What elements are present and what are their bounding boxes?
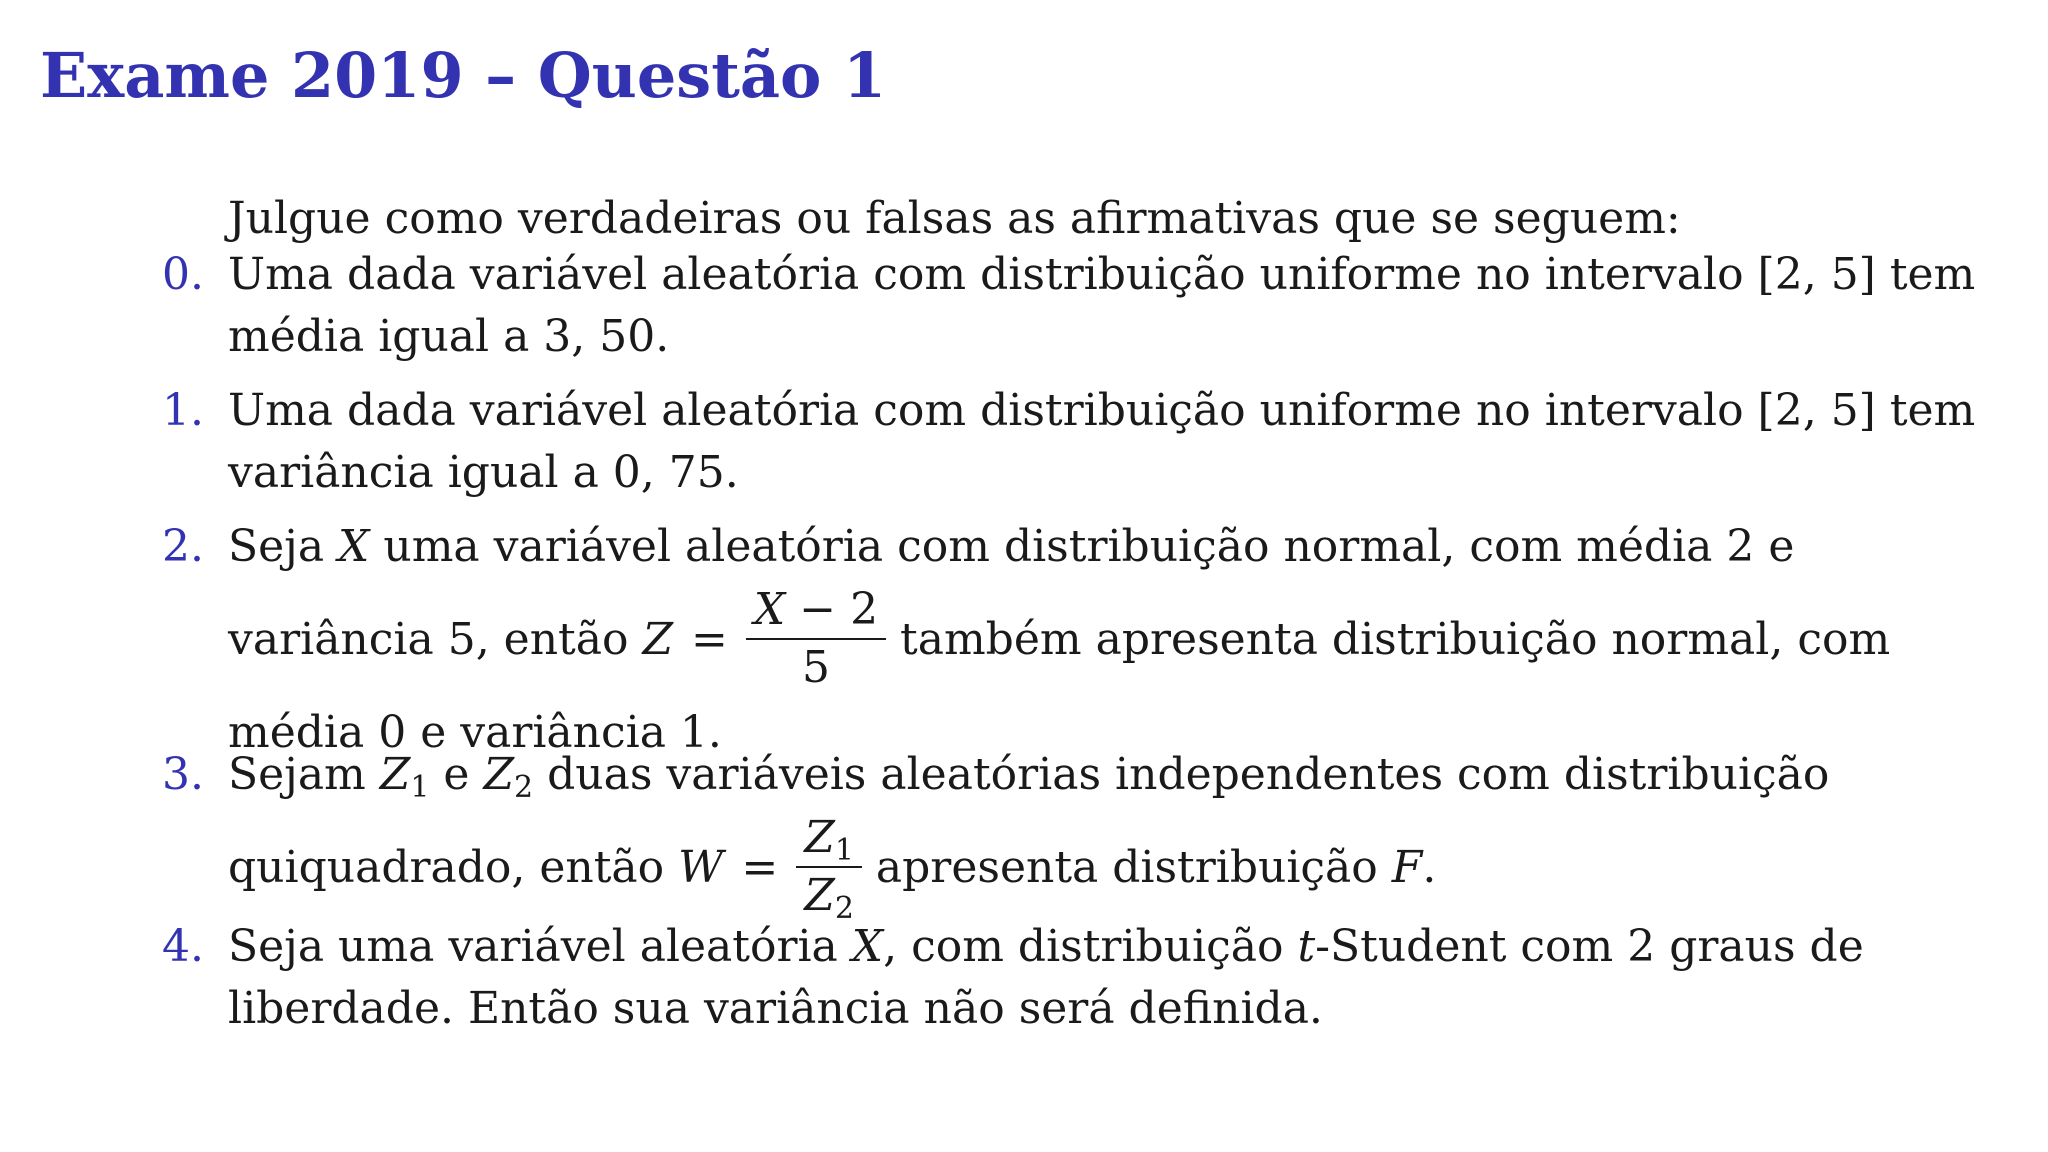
fraction-denominator (746, 640, 886, 696)
item-number: 0. (162, 249, 204, 300)
math-constant: 2 (850, 583, 879, 635)
statement-text (228, 916, 1908, 1040)
question-intro: Julgue como verdadeiras ou falsas as afirmativas que se seguem: (228, 193, 1681, 244)
math-variable: Z (804, 811, 835, 863)
math-constant: 5 (801, 641, 830, 693)
statement-text (228, 744, 1908, 930)
statement-line-with-fraction (228, 806, 1908, 930)
statement-line: Uma dada variável aleatória com distribuição uniforme no intervalo [2, 5] tem (228, 385, 1976, 436)
text-run: uma variável aleatória com distribuição normal, com média 2 e (369, 521, 1795, 572)
statement-line (228, 744, 1908, 806)
math-variable: Z (642, 614, 674, 665)
statement-line: média igual a 3, 50. (228, 311, 670, 362)
statement-text (228, 244, 1976, 368)
statement-line: variância igual a 0, 75. (228, 447, 739, 498)
statement-line: liberdade. Então sua variância não será definida. (228, 983, 1323, 1034)
subscript: 1 (834, 832, 854, 868)
text-run: Seja (228, 521, 339, 572)
math-variable: t (1297, 921, 1316, 972)
statement-line (228, 916, 1908, 978)
math-variable: Z (804, 869, 835, 921)
statement-text (228, 380, 1976, 504)
subscript: 2 (514, 770, 534, 805)
statement-line: Uma dada variável aleatória com distribuição uniforme no intervalo [2, 5] tem (228, 249, 1976, 300)
math-variable: Z (483, 749, 515, 800)
text-run: , com distribuição (883, 921, 1298, 972)
math-variable: X (753, 583, 786, 635)
statement-line (228, 516, 1908, 578)
fraction (796, 810, 862, 924)
statement-line: média 0 e variância 1. (228, 707, 722, 758)
text-run: variância 5, então (228, 614, 643, 665)
math-variable: Z (379, 749, 411, 800)
item-number: 2. (162, 521, 204, 572)
item-number: 4. (162, 921, 204, 972)
text-run: -Student com 2 graus de (1315, 921, 1864, 972)
minus-sign: − (785, 583, 851, 635)
subscript: 2 (834, 890, 854, 926)
text-run: e (429, 749, 484, 800)
statement-line-with-fraction (228, 578, 1908, 702)
text-run: apresenta distribuição (861, 842, 1392, 893)
item-number: 3. (162, 749, 204, 800)
fraction-numerator (746, 582, 886, 640)
equals-sign: = (691, 614, 728, 665)
slide-title: Exame 2019 – Questão 1 (40, 39, 887, 112)
fraction-numerator (796, 810, 862, 868)
text-run: quiquadrado, então (228, 842, 679, 893)
statement-text (228, 516, 1908, 764)
math-variable: X (338, 521, 370, 572)
text-run: Seja uma variável aleatória (228, 921, 852, 972)
equals-sign: = (741, 842, 779, 893)
fraction (746, 582, 886, 696)
text-run: duas variáveis aleatórias independentes com distribuição (533, 749, 1830, 800)
item-number: 1. (162, 385, 204, 436)
text-run: Sejam (228, 749, 380, 800)
text-run: também apresenta distribuição normal, com (886, 614, 1891, 665)
text-run: . (1422, 842, 1437, 893)
math-variable: F (1391, 842, 1423, 893)
math-variable: W (678, 842, 724, 893)
math-variable: X (851, 921, 884, 972)
subscript: 1 (410, 770, 430, 805)
